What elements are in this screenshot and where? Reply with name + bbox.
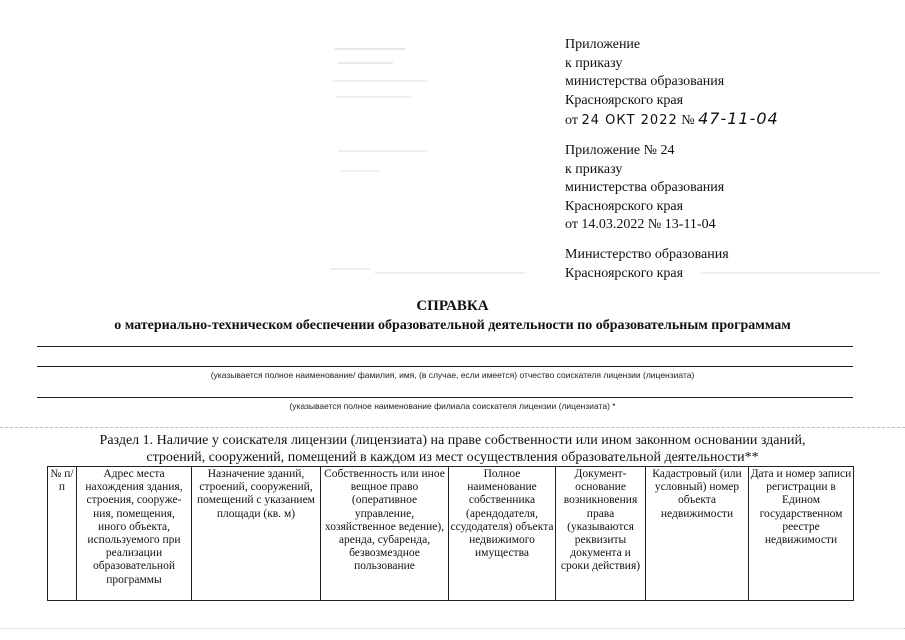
appendix-line: Красноярского края [565, 198, 684, 214]
col-header-number: № п/п [48, 467, 77, 601]
appendix-line: к приказу [565, 55, 623, 71]
col-header-owner-name: Полное наименование собственника (арендодателя, ссудодателя) объекта недвижимого имущества [449, 467, 556, 601]
addressee-line: Министерство образования [565, 247, 729, 262]
appendix-line: к приказу [565, 161, 623, 177]
appendix-line: Красноярского края [565, 92, 684, 108]
scan-artifact [330, 268, 370, 270]
appendix-block-current [565, 36, 779, 131]
scan-artifact [336, 96, 411, 98]
document-title: СПРАВКА [416, 298, 489, 314]
handwritten-order-number: 47-11-04 [698, 109, 779, 128]
scan-artifact [338, 62, 393, 64]
scan-separator [0, 628, 905, 629]
appendix-line: министерства образования [565, 180, 725, 195]
col-header-basis-document: Документ-основание возникновения права (указываются реквизиты документа и сроки действия) [556, 467, 646, 601]
applicant-fill-line [37, 346, 853, 347]
applicant-hint: (указывается полное наименование/ фамилия, имя, (в случае, если имеется) отчество соискателя лицензии (лицензиата) [210, 370, 695, 380]
appendix-line: Приложение [565, 37, 641, 52]
section-1-line: строений, сооружений, помещений в каждом из мест осуществления образовательной деятельности** [146, 450, 759, 465]
branch-hint: (указывается полное наименование филиала соискателя лицензии (лицензиата) * [289, 401, 616, 411]
appendix-block-original [565, 142, 724, 235]
section-1-line: Раздел 1. Наличие у соискателя лицензии (лицензиата) на праве собственности или ином законном основании зданий, [99, 433, 806, 448]
date-stamp: 24 ОКТ 2022 [581, 113, 678, 128]
col-header-registry-record: Дата и номер записи регистрации в Едином государственном реестре недвижимости [749, 467, 854, 601]
section-1-heading [0, 432, 905, 466]
scan-separator [0, 427, 905, 428]
addressee-line: Красноярского края [565, 265, 684, 281]
table-header-row [48, 467, 854, 601]
branch-fill-line [37, 397, 853, 398]
document-subtitle: о материально-техническом обеспечении образовательной деятельности по образовательным программам [114, 318, 791, 333]
col-header-cadastral-number: Кадастровый (или условный) номер объекта недвижимости [646, 467, 749, 601]
scan-artifact [335, 48, 405, 50]
applicant-fill-line [37, 366, 853, 367]
appendix-line: министерства образования [565, 74, 725, 89]
premises-table [47, 466, 854, 601]
appendix-date-line [565, 110, 779, 131]
number-prefix: № [681, 113, 695, 128]
appendix-line: Приложение № 24 [565, 143, 675, 158]
scan-artifact [333, 80, 428, 82]
appendix-line: от 14.03.2022 № 13-11-04 [565, 217, 716, 232]
scan-artifact [375, 272, 525, 274]
col-header-purpose: Назначение зданий, строений, сооружений, помещений с указанием площади (кв. м) [192, 467, 321, 601]
col-header-address: Адрес места нахождения здания, строения, сооруже-ния, помещения, иного объекта, используемого при реализации образовательной программы [77, 467, 192, 601]
scan-artifact [338, 150, 428, 152]
scan-artifact [340, 170, 380, 172]
col-header-ownership: Собственность или иное вещное право (оперативное управление, хозяйственное ведение), аренда, субаренда, безвозмездное пользование [321, 467, 449, 601]
addressee-block [565, 246, 729, 283]
date-prefix: от [565, 113, 578, 128]
